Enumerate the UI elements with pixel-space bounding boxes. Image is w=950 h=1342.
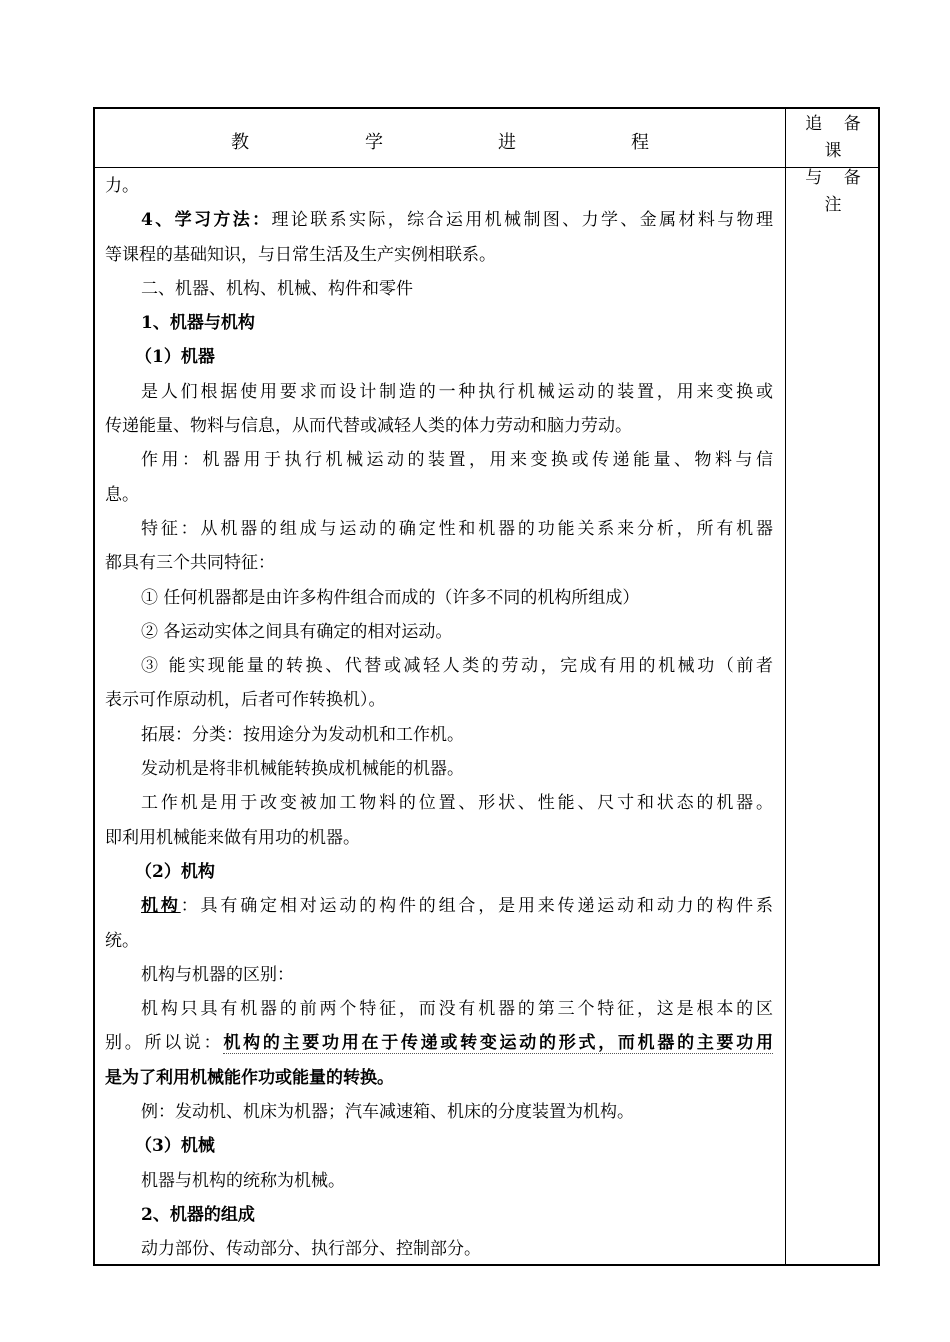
text-line: 都具有三个共同特征：: [105, 553, 275, 574]
list-item: ① 任何机器都是由许多构件组合而成的（许多不同的机构所组成）: [141, 587, 640, 608]
subsection-heading: 2、机器的组成: [141, 1204, 255, 1225]
subsection-heading: （1）机器: [135, 347, 215, 368]
text-line: 力。: [105, 176, 139, 196]
text-span: 别。所以说：: [105, 1033, 224, 1054]
text-line: 是人们根据使用要求而设计制造的一种执行机械运动的装置，用来变换或: [141, 381, 773, 402]
header-char: 进: [498, 132, 516, 153]
underlined-term: 机构: [141, 896, 181, 917]
text-line: 等课程的基础知识，与日常生活及生产实例相联系。: [105, 244, 496, 265]
header-divider: [95, 167, 878, 168]
header-char: 程: [631, 132, 649, 153]
text-line: 工作机是用于改变被加工物料的位置、形状、性能、尺寸和状态的机器。: [141, 793, 773, 814]
text-span: ：具有确定相对运动的构件的组合，是用来传递运动和动力的构件系: [180, 896, 774, 917]
text-line: 机构只具有机器的前两个特征，而没有机器的第三个特征，这是根本的区: [141, 999, 773, 1020]
subsection-heading: 1、机器与机构: [141, 313, 255, 334]
list-item: ③ 能实现能量的转换、代替或减轻人类的劳动，完成有用的机械功（前者: [141, 656, 773, 677]
lesson-table: [93, 107, 880, 1266]
lesson-content: [105, 169, 773, 1267]
text-line: 例：发动机、机床为机器；汽车减速箱、机床的分度装置为机构。: [141, 1102, 634, 1123]
text-line: 息。: [105, 484, 139, 505]
text-line: 作用：机器用于执行机械运动的装置，用来变换或传递能量、物料与信: [141, 450, 773, 471]
header-char: 教: [231, 132, 249, 153]
text-line: [105, 1026, 773, 1060]
bold-label: 4、学习方法：: [141, 210, 272, 231]
header-teaching-process: [95, 109, 785, 167]
section-heading: 二、机器、机构、机械、构件和零件: [141, 278, 413, 299]
header-notes-line: 与 备 注: [805, 168, 869, 215]
bold-emphasis: 机构的主要功用在于传递或转变运动的形式，而机器的主要功用: [223, 1033, 774, 1054]
text-line: 统。: [105, 930, 139, 951]
text-line: 机器与机构的统称为机械。: [141, 1170, 345, 1191]
text-line: 拓展：分类：按用途分为发动机和工作机。: [141, 724, 464, 745]
bold-emphasis: 是为了利用机械能作功或能量的转换。: [105, 1067, 394, 1088]
column-divider: [785, 109, 786, 1264]
header-notes: [786, 109, 880, 215]
list-item: ② 各运动实体之间具有确定的相对运动。: [141, 621, 453, 642]
text-line: [105, 203, 773, 237]
text-line: [105, 889, 773, 923]
text-line: 表示可作原动机，后者可作转换机）。: [105, 690, 386, 711]
header-char: 学: [365, 132, 383, 153]
text-line: 特征：从机器的组成与运动的确定性和机器的功能关系来分析，所有机器: [141, 518, 773, 539]
text-line: 动力部份、传动部分、执行部分、控制部分。: [141, 1239, 481, 1260]
text-line: 传递能量、物料与信息，从而代替或减轻人类的体力劳动和脑力劳动。: [105, 416, 632, 437]
subsection-heading: （3）机械: [135, 1136, 215, 1157]
text-line: 机构与机器的区别：: [141, 964, 294, 985]
header-notes-line: 追 备 课: [805, 114, 869, 161]
subsection-heading: （2）机构: [135, 861, 215, 882]
text-line: 即利用机械能来做有用功的机器。: [105, 827, 360, 848]
text-span: 理论联系实际，综合运用机械制图、力学、金属材料与物理: [271, 210, 773, 231]
text-line: 发动机是将非机械能转换成机械能的机器。: [141, 759, 464, 780]
